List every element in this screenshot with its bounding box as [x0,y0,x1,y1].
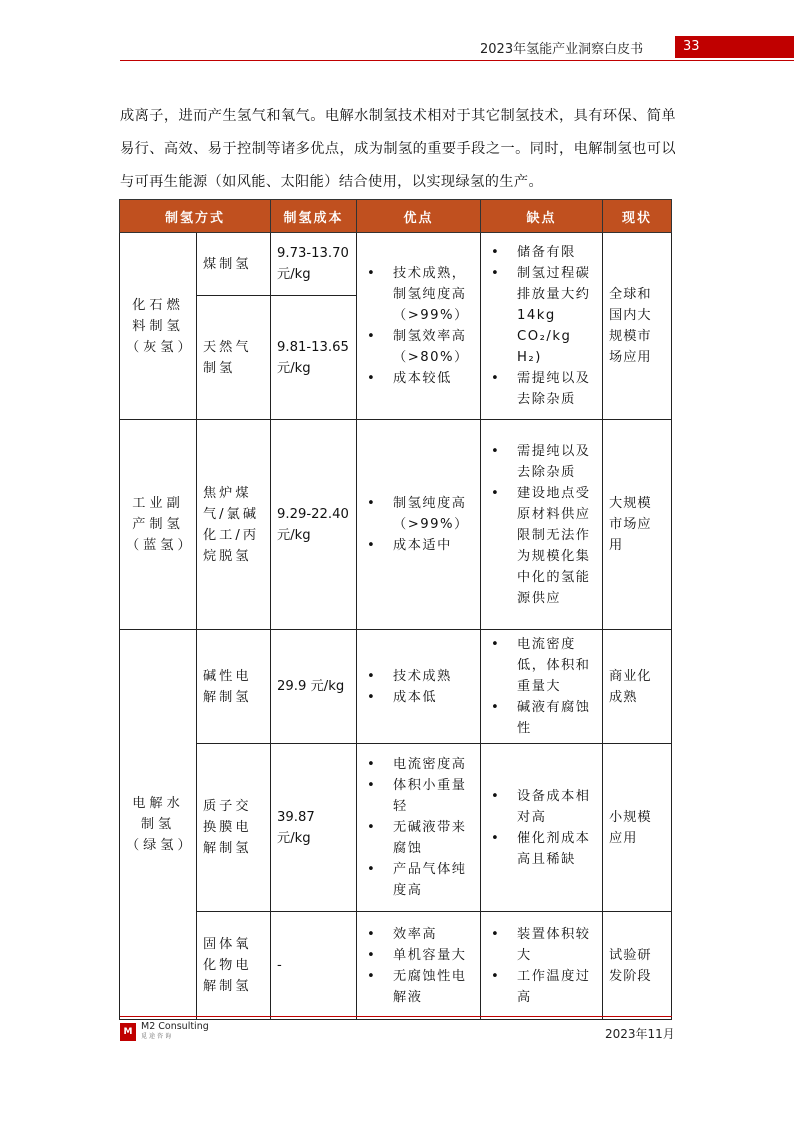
logo-text [141,1022,209,1042]
status-blue: 大规模市场应用 [603,420,672,630]
category-grey: 化石燃料制氢（灰氢） [120,233,197,420]
header-status: 现状 [603,200,672,233]
cons-alkaline [481,630,603,744]
table-row [120,420,672,630]
page-number: 33 [675,36,794,58]
company-logo [120,1022,209,1042]
table-row [120,233,672,296]
table-row [120,912,672,1020]
logo-name: M2 Consulting [141,1021,209,1032]
list-item: • 制氢效率高（>80%） [393,326,474,368]
method-alkaline: 碱性电解制氢 [197,630,271,744]
logo-subtitle: 觅途咨询 [141,1033,174,1040]
method-pem: 质子交换膜电解制氢 [197,744,271,912]
list-item: • 储备有限 [517,242,596,263]
header-divider [120,60,794,61]
list-item: • 装置体积较大 [517,924,596,966]
cons-pem [481,744,603,912]
category-green: 电解水制氢（绿氢） [120,630,197,1020]
list-item: • 建设地点受原材料供应限制无法作为规模化集中化的氢能源供应 [517,483,596,609]
header-cons: 缺点 [481,200,603,233]
logo-mark-icon: M [120,1023,136,1041]
cost-byproduct: 9.29-22.40 元/kg [271,420,357,630]
footer-divider [120,1016,672,1017]
cons-grey [481,233,603,420]
cost-pem: 39.87 元/kg [271,744,357,912]
list-item: • 需提纯以及去除杂质 [517,441,596,483]
list-item: • 成本较低 [393,368,474,389]
list-item: • 效率高 [393,924,474,945]
list-item: • 无腐蚀性电解液 [393,966,474,1008]
cons-soec [481,912,603,1020]
table-header-row [120,200,672,233]
header-cost: 制氢成本 [271,200,357,233]
list-item: • 工作温度过高 [517,966,596,1008]
status-alkaline: 商业化成熟 [603,630,672,744]
method-soec: 固体氧化物电解制氢 [197,912,271,1020]
pros-soec [357,912,481,1020]
list-item: • 技术成熟 [393,666,474,687]
list-item: • 制氢过程碳排放量大约14kg CO₂/kg H₂) [517,263,596,368]
pros-blue [357,420,481,630]
cost-soec: - [271,912,357,1020]
list-item: • 体积小重量轻 [393,775,474,817]
list-item: • 产品气体纯度高 [393,859,474,901]
list-item: • 技术成熟，制氢纯度高（>99%） [393,263,474,326]
status-pem: 小规模应用 [603,744,672,912]
method-byproduct: 焦炉煤气/氯碱化工/丙烷脱氢 [197,420,271,630]
cost-coal: 9.73-13.70 元/kg [271,233,357,296]
pros-alkaline [357,630,481,744]
cost-alkaline: 29.9 元/kg [271,630,357,744]
table-row [120,630,672,744]
list-item: • 电流密度高 [393,754,474,775]
cons-blue [481,420,603,630]
list-item: • 制氢纯度高（>99%） [393,493,474,535]
status-soec: 试验研发阶段 [603,912,672,1020]
method-coal: 煤制氢 [197,233,271,296]
pros-grey [357,233,481,420]
list-item: • 设备成本相对高 [517,786,596,828]
list-item: • 需提纯以及去除杂质 [517,368,596,410]
hydrogen-production-table [119,199,672,1020]
list-item: • 电流密度低，体积和重量大 [517,634,596,697]
list-item: • 成本适中 [393,535,474,556]
pros-pem [357,744,481,912]
header-pros: 优点 [357,200,481,233]
status-grey: 全球和国内大规模市场应用 [603,233,672,420]
list-item: • 无碱液带来腐蚀 [393,817,474,859]
list-item: • 单机容量大 [393,945,474,966]
report-title: 2023年氢能产业洞察白皮书 [480,42,644,57]
report-date: 2023年11月 [605,1027,675,1041]
category-blue: 工业副产制氢（蓝氢） [120,420,197,630]
intro-paragraph: 成离子，进而产生氢气和氧气。电解水制氢技术相对于其它制氢技术，具有环保、简单易行、高效、易于控制等诸多优点，成为制氢的重要手段之一。同时，电解制氢也可以与可再生能源（如风能、太阳能）结合使用，以实现绿氢的生产。 [120,108,676,190]
list-item: • 成本低 [393,687,474,708]
header-method: 制氢方式 [120,200,271,233]
table-row [120,744,672,912]
list-item: • 催化剂成本高且稀缺 [517,828,596,870]
method-natural-gas: 天然气制氢 [197,296,271,420]
list-item: • 碱液有腐蚀性 [517,697,596,739]
cost-natural-gas: 9.81-13.65 元/kg [271,296,357,420]
